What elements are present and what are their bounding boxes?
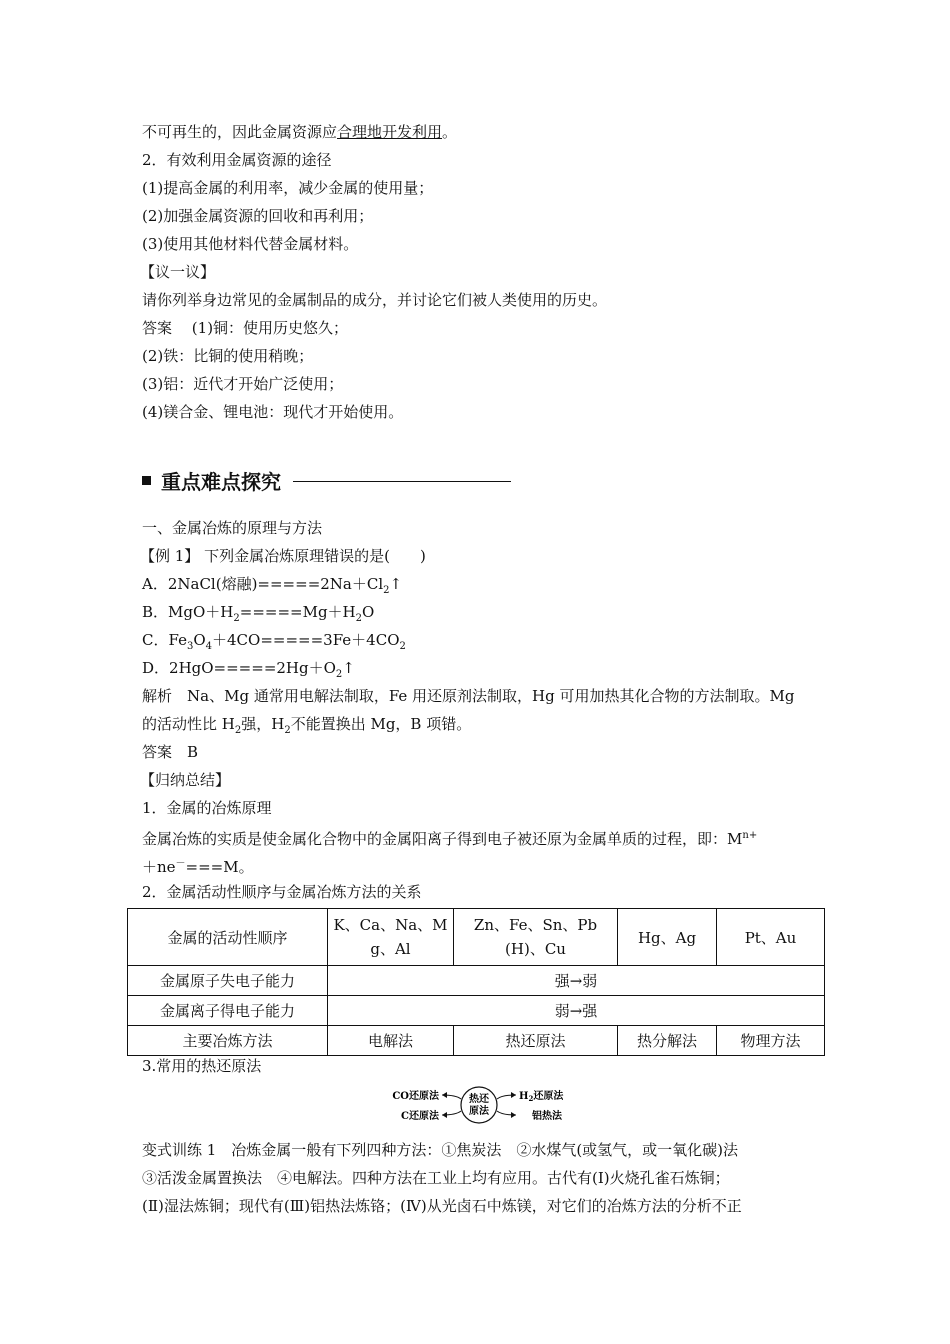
table-row-header: 金属的活动性顺序 xyxy=(128,909,328,966)
diagram-left-bottom: C还原法 xyxy=(401,1111,439,1122)
table-row xyxy=(128,966,825,996)
table-row xyxy=(128,1026,825,1056)
table-row-header: 主要冶炼方法 xyxy=(128,1026,328,1056)
arrow-right-top-icon xyxy=(511,1092,516,1098)
thermal-reduction-diagram xyxy=(364,1085,594,1125)
exercise-line-3: (Ⅱ)湿法炼铜；现代有(Ⅲ)铝热法炼铬；(Ⅳ)从光卤石中炼镁，对它们的冶炼方法的分析不正 xyxy=(142,1197,742,1215)
diagram-right-bottom: 铝热法 xyxy=(532,1111,562,1122)
table-cell: 电解法 xyxy=(328,1026,454,1056)
section-heading-text: 重点难点探究 xyxy=(161,470,281,494)
table-row-header: 金属离子得电子能力 xyxy=(128,996,328,1026)
discuss-answer-3: (3)铝：近代才开始广泛使用； xyxy=(142,375,344,393)
diagram-center-line2: 原法 xyxy=(469,1106,489,1117)
arrow-left-top-icon xyxy=(442,1092,447,1098)
diagram-center-line1: 热还 xyxy=(469,1094,489,1105)
example-answer: 答案 B xyxy=(142,743,199,761)
table-cell: Zn、Fe、Sn、Pb(H)、Cu xyxy=(454,909,618,966)
summary-p1-text: 金属冶炼的实质是使金属化合物中的金属阳离子得到电子被还原为金属单质的过程，即：$M^{n+}$ xyxy=(142,830,758,848)
example-stem: 【例 1】 下列金属冶炼原理错误的是( ) xyxy=(140,547,426,565)
table-cell: 热分解法 xyxy=(618,1026,717,1056)
summary-p1-title: 1．金属的冶炼原理 xyxy=(142,799,272,817)
option-d: D．$2HgO=====2Hg+O_2↑$ xyxy=(142,659,355,680)
intro-line-4: (2)加强金属资源的回收和再利用； xyxy=(142,207,374,225)
discuss-title: 【议一议】 xyxy=(140,263,216,281)
table-cell: 物理方法 xyxy=(717,1026,825,1056)
intro-line-1: 不可再生的，因此金属资源应合理地开发利用。 xyxy=(142,123,458,141)
table-cell: Hg、Ag xyxy=(618,909,717,966)
discuss-answer-4: (4)镁合金、锂电池：现代才开始使用。 xyxy=(142,403,404,421)
discuss-answer-1: 答案 (1)铜：使用历史悠久； xyxy=(142,319,349,337)
intro-line-5: (3)使用其他材料代替金属材料。 xyxy=(142,235,359,253)
table-cell: 强→弱 xyxy=(328,966,825,996)
option-a: A．2NaCl(熔融)$=====2Na+Cl_2↑$ xyxy=(142,575,403,596)
p3-title: 3.常用的热还原法 xyxy=(142,1057,262,1075)
table-cell: Pt、Au xyxy=(717,909,825,966)
analysis-line-1: 解析 Na、Mg 通常用电解法制取，Fe 用还原剂法制取，Hg 可用加热其化合物的方法制取。Mg xyxy=(142,687,795,705)
square-bullet-icon xyxy=(142,476,151,485)
summary-p2-title: 2．金属活动性顺序与金属冶炼方法的关系 xyxy=(142,883,422,901)
summary-title: 【归纳总结】 xyxy=(140,771,231,789)
heading-rule xyxy=(293,481,511,482)
table-row-header: 金属原子失电子能力 xyxy=(128,966,328,996)
part1-title: 一、金属冶炼的原理与方法 xyxy=(142,519,323,537)
table-cell: K、Ca、Na、Mg、Al xyxy=(328,909,454,966)
activity-table xyxy=(127,908,825,1056)
arrow-left-bottom-icon xyxy=(442,1112,447,1118)
option-c: C．$Fe_3O_4+4CO=====3Fe+4CO_2$ xyxy=(142,631,406,652)
table-cell: 弱→强 xyxy=(328,996,825,1026)
intro-line-2: 2．有效利用金属资源的途径 xyxy=(142,151,332,169)
discuss-answer-2: (2)铁：比铜的使用稍晚； xyxy=(142,347,314,365)
diagram-right-top: $H_2$还原法 xyxy=(519,1091,564,1103)
analysis-line-2: 的活动性比 $H_2$强，$H_2$不能置换出 Mg，B 项错。 xyxy=(142,715,472,736)
arrow-right-bottom-icon xyxy=(511,1112,516,1118)
diagram-left-top: CO还原法 xyxy=(392,1091,439,1102)
exercise-line-1: 变式训练 1 冶炼金属一般有下列四种方法：①焦炭法 ②水煤气(或氢气，或一氧化碳)法 xyxy=(142,1141,739,1159)
underlined-phrase: 合理地开发利用 xyxy=(337,123,443,141)
section-heading xyxy=(142,466,511,495)
diagram-center-circle xyxy=(461,1087,497,1123)
table-cell: 热还原法 xyxy=(454,1026,618,1056)
summary-p1-text-cont: ＋ne－===M。 xyxy=(142,858,254,876)
table-row xyxy=(128,909,825,966)
table-row xyxy=(128,996,825,1026)
discuss-question: 请你列举身边常见的金属制品的成分，并讨论它们被人类使用的历史。 xyxy=(142,291,608,309)
intro-line-3: (1)提高金属的利用率，减少金属的使用量； xyxy=(142,179,434,197)
exercise-line-2: ③活泼金属置换法 ④电解法。四种方法在工业上均有应用。古代有(Ⅰ)火烧孔雀石炼铜； xyxy=(142,1169,730,1187)
option-b: B．$MgO+H_2=====Mg+H_2O$ xyxy=(142,603,375,624)
